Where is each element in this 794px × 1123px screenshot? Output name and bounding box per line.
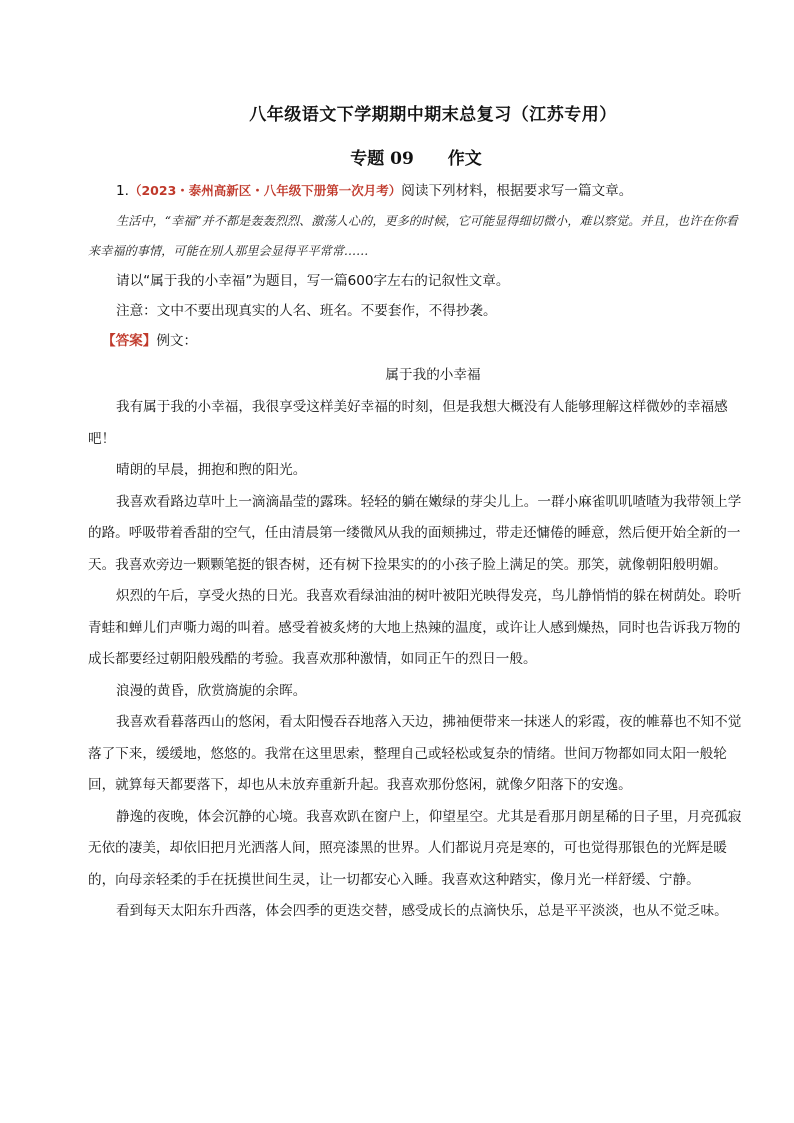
answer-label: 例文：	[156, 333, 198, 349]
answer-line	[88, 326, 744, 356]
essay-paragraph: 我喜欢看暮落西山的悠闲，看太阳慢吞吞地落入天边，拂袖便带来一抹迷人的彩霞，夜的帷幕也不知不觉落了下来，缓缓地，悠悠的。我常在这里思索，整理自己或轻松或复杂的情绪。世间万物都如同太阳一般轮回，就算每天都要落下，却也从未放弃重新升起。我喜欢那份悠闲，就像夕阳落下的安逸。	[88, 714, 742, 793]
question-material: 生活中，“幸福”并不都是轰轰烈烈、激荡人心的，更多的时候，它可能显得细切微小，难以察觉。并且，也许在你看来幸福的事情，可能在别人那里会显得平平常常……	[88, 214, 738, 258]
essay-paragraph: 看到每天太阳东升西落，体会四季的更迭交替，感受成长的点滴快乐，总是平平淡淡，也从不觉乏味。	[116, 903, 728, 919]
essay-paragraph: 我喜欢看路边草叶上一滴滴晶莹的露珠。轻轻的躺在嫩绿的芽尖儿上。一群小麻雀叽叽喳喳为我带领上学的路。呼吸带着香甜的空气，任由清晨第一缕微风从我的面颊拂过，带走还慵倦的睡意，然后便开始全新的一天。我喜欢旁边一颗颗笔挺的银杏树，还有树下捡果实的的小孩子脸上满足的笑。那笑，就像朝阳般明媚。	[88, 493, 742, 573]
answer-tag: 【答案】	[102, 333, 157, 349]
question-note: 注意：文中不要出现真实的人名、班名。不要套作，不得抄袭。	[116, 303, 497, 319]
topic-name: 作文	[447, 149, 482, 169]
question-requirement: 请以“属于我的小幸福”为题目，写一篇600字左右的记叙性文章。	[116, 273, 510, 289]
question-number: 1.	[116, 183, 129, 199]
topic-number: 专题 09	[350, 149, 414, 169]
question-source: （2023・泰州高新区・八年级下册第一次月考）	[128, 183, 402, 198]
question-line	[88, 176, 744, 206]
essay-paragraph: 浪漫的黄昏，欣赏旖旎的余晖。	[116, 682, 307, 699]
document-subtitle	[88, 144, 744, 174]
question-prompt: 阅读下列材料，根据要求写一篇文章。	[401, 183, 633, 199]
essay-paragraph: 炽烈的午后，享受火热的日光。我喜欢看绿油油的树叶被阳光映得发亮，鸟儿静悄悄的躲在树荫处。聆听青蛙和蝉儿们声嘶力竭的叫着。感受着被炙烤的大地上热辣的温度，或许让人感到燥热，同时也告诉我万物的成长都要经过朝阳般残酷的考验。我喜欢那种激情，如同正午的烈日一般。	[88, 588, 742, 667]
essay-paragraph: 我有属于我的小幸福，我很享受这样美好幸福的时刻，但是我想大概没有人能够理解这样微妙的幸福感吧！	[88, 399, 728, 447]
essay-paragraph: 晴朗的早晨，拥抱和煦的阳光。	[116, 462, 307, 478]
essay-paragraph: 静逸的夜晚，体会沉静的心境。我喜欢趴在窗户上，仰望星空。尤其是看那月朗星稀的日子里，月亮孤寂无依的凄美，却依旧把月光洒落人间，照亮漆黑的世界。人们都说月亮是寒的，可也觉得那银色的光辉是暖的，向母亲轻柔的手在抚摸世间生灵，让一切都安心入睡。我喜欢这种踏实，像月光一样舒缓、宁静。	[88, 808, 742, 888]
document-title: 八年级语文下学期期中期末总复习（江苏专用）	[249, 105, 617, 125]
essay-title: 属于我的小幸福	[385, 367, 481, 383]
